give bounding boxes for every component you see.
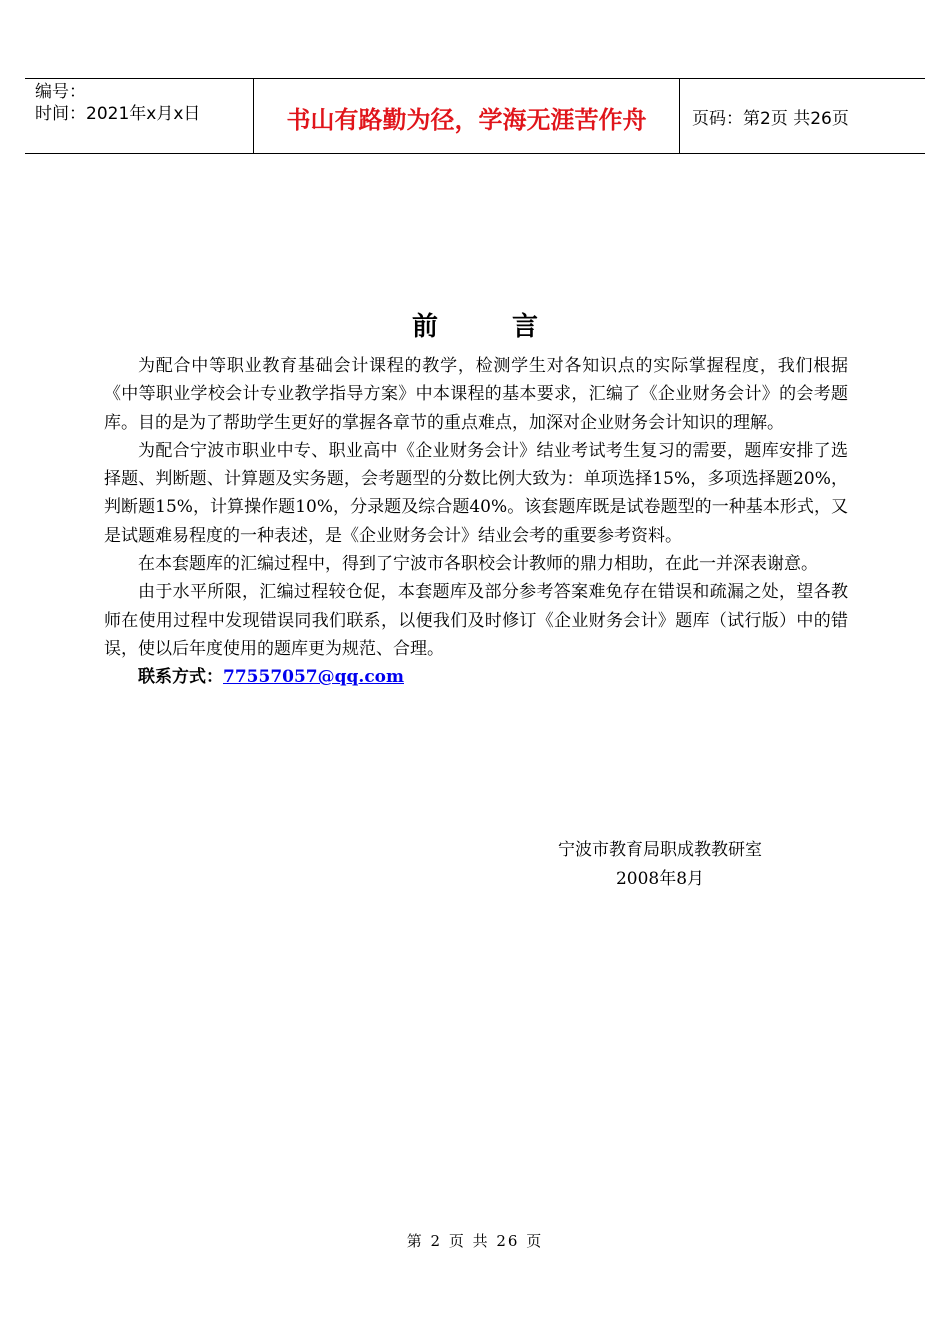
paragraph-3: 在本套题库的汇编过程中，得到了宁波市各职校会计教师的鼎力相助，在此一并深表谢意。	[138, 554, 818, 575]
page-title	[0, 306, 950, 343]
serial-label: 编号：	[35, 82, 86, 102]
header-page-info: 页码：第2页 共26页	[692, 108, 849, 129]
contact-label: 联系方式：	[138, 667, 223, 688]
paragraph-2: 为配合宁波市职业中专、职业高中《企业财务会计》结业考试考生复习的需要，题库安排了选择题、判断题、计算题及实务题，会考题型的分数比例大致为：单项选择15%，多项选择题20%，判断题15%，计算操作题10%，分录题及综合题40%。该套题库既是试卷题型的一种基本形式，又是试题难易程度的一种表述，是《企业财务会计》结业会考的重要参考资料。	[104, 440, 848, 546]
signature-date: 2008年8月	[615, 869, 705, 889]
header-motto-cell	[254, 79, 680, 153]
title-char-1: 前	[411, 312, 438, 342]
header-motto: 书山有路勤为径，学海无涯苦作舟	[286, 105, 647, 134]
contact-line	[104, 663, 848, 691]
header-meta	[25, 79, 254, 153]
time-label: 时间：2021年x月x日	[35, 104, 201, 124]
page-footer: 第 2 页 共 26 页	[406, 1232, 544, 1250]
paragraph-1: 为配合中等职业教育基础会计课程的教学，检测学生对各知识点的实际掌握程度，我们根据《中等职业学校会计专业教学指导方案》中本课程的基本要求，汇编了《企业财务会计》的会考题库。目的是为了帮助学生更好的掌握各章节的重点难点，加深对企业财务会计知识的理解。	[104, 356, 848, 433]
page-header	[25, 78, 925, 154]
preface-body	[104, 352, 848, 692]
contact-email-link[interactable]: 77557057@qq.com	[223, 667, 404, 688]
title-char-2: 言	[512, 312, 539, 342]
signature-block	[530, 836, 790, 894]
paragraph-4: 由于水平所限，汇编过程较仓促，本套题库及部分参考答案难免存在错误和疏漏之处，望各教师在使用过程中发现错误同我们联系，以便我们及时修订《企业财务会计》题库（试行版）中的错误，使以后年度使用的题库更为规范、合理。	[104, 582, 848, 659]
signature-org: 宁波市教育局职成教教研室	[558, 840, 762, 860]
